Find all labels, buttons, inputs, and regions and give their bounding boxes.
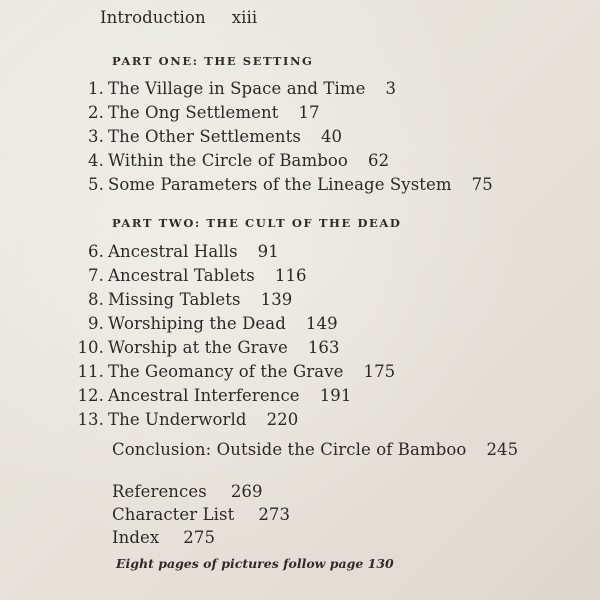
entry-page: 40 — [320, 127, 343, 146]
toc-entry-2 — [77, 103, 320, 122]
toc-entry-references — [112, 482, 263, 501]
toc-entry-4 — [77, 151, 389, 170]
entry-title: Worshiping the Dead — [108, 314, 286, 333]
entry-page: 149 — [305, 314, 338, 333]
entry-number: 10. — [77, 338, 104, 357]
entry-title: The Geomancy of the Grave — [108, 362, 344, 381]
entry-page: 62 — [367, 151, 390, 170]
entry-number: 8. — [88, 290, 104, 309]
entry-title: References — [112, 482, 207, 501]
toc-entry-8 — [77, 290, 292, 309]
toc-entry-11 — [77, 362, 395, 381]
entry-page: 17 — [298, 103, 320, 122]
toc-entry-12 — [77, 386, 351, 405]
toc-entry-character-list — [112, 505, 290, 524]
entry-page: 91 — [257, 242, 279, 261]
toc-entry-1 — [77, 79, 396, 98]
entry-title: Introduction — [100, 8, 206, 27]
entry-title: Character List — [112, 505, 235, 524]
toc-entry-3 — [77, 127, 342, 146]
entry-number: 6. — [88, 242, 104, 261]
entry-page: 245 — [486, 440, 519, 459]
entry-title: Missing Tablets — [108, 290, 241, 309]
entry-title: Ancestral Halls — [108, 242, 238, 261]
toc-entry-9 — [77, 314, 338, 333]
pictures-note: Eight pages of pictures follow page 130 — [116, 556, 394, 571]
entry-page: 75 — [471, 175, 493, 194]
toc-entry-7 — [77, 266, 307, 285]
entry-number: 2. — [88, 103, 104, 122]
entry-number: 5. — [88, 175, 104, 194]
entry-title: Worship at the Grave — [108, 338, 288, 357]
entry-page: 139 — [260, 290, 293, 309]
toc-entry-13 — [77, 410, 298, 429]
entry-title: The Other Settlements — [108, 127, 301, 146]
entry-page: 220 — [266, 410, 299, 429]
entry-page: 269 — [230, 482, 263, 501]
toc-entry-5 — [77, 175, 493, 194]
entry-number: 3. — [88, 127, 104, 146]
toc-entry-index — [112, 528, 215, 547]
entry-number: 1. — [88, 79, 104, 98]
entry-title: Ancestral Interference — [108, 386, 300, 405]
entry-page: 275 — [183, 528, 216, 547]
entry-number: 4. — [88, 151, 104, 170]
entry-number: 12. — [77, 386, 104, 405]
entry-title: The Underworld — [108, 410, 247, 429]
entry-title: Some Parameters of the Lineage System — [108, 175, 452, 194]
entry-page: xiii — [231, 8, 258, 27]
entry-page: 3 — [385, 79, 397, 98]
toc-entry-introduction — [100, 8, 257, 27]
entry-title: The Ong Settlement — [108, 103, 279, 122]
toc-entry-conclusion — [112, 440, 518, 459]
entry-number: 13. — [77, 410, 104, 429]
entry-number: 11. — [77, 362, 104, 381]
entry-title: The Village in Space and Time — [108, 79, 366, 98]
entry-number: 9. — [88, 314, 104, 333]
entry-title: Ancestral Tablets — [108, 266, 255, 285]
entry-title: Index — [112, 528, 160, 547]
entry-number: 7. — [88, 266, 104, 285]
entry-page: 163 — [307, 338, 340, 357]
entry-title: Conclusion: Outside the Circle of Bamboo — [112, 440, 467, 459]
entry-title: Within the Circle of Bamboo — [108, 151, 348, 170]
toc-entry-10 — [77, 338, 340, 357]
part-one-heading: PART ONE: THE SETTING — [112, 54, 314, 68]
toc-entry-6 — [77, 242, 279, 261]
entry-page: 191 — [319, 386, 352, 405]
entry-page: 273 — [258, 505, 291, 524]
entry-page: 116 — [274, 266, 307, 285]
part-two-heading: PART TWO: THE CULT OF THE DEAD — [112, 216, 402, 230]
entry-page: 175 — [363, 362, 396, 381]
